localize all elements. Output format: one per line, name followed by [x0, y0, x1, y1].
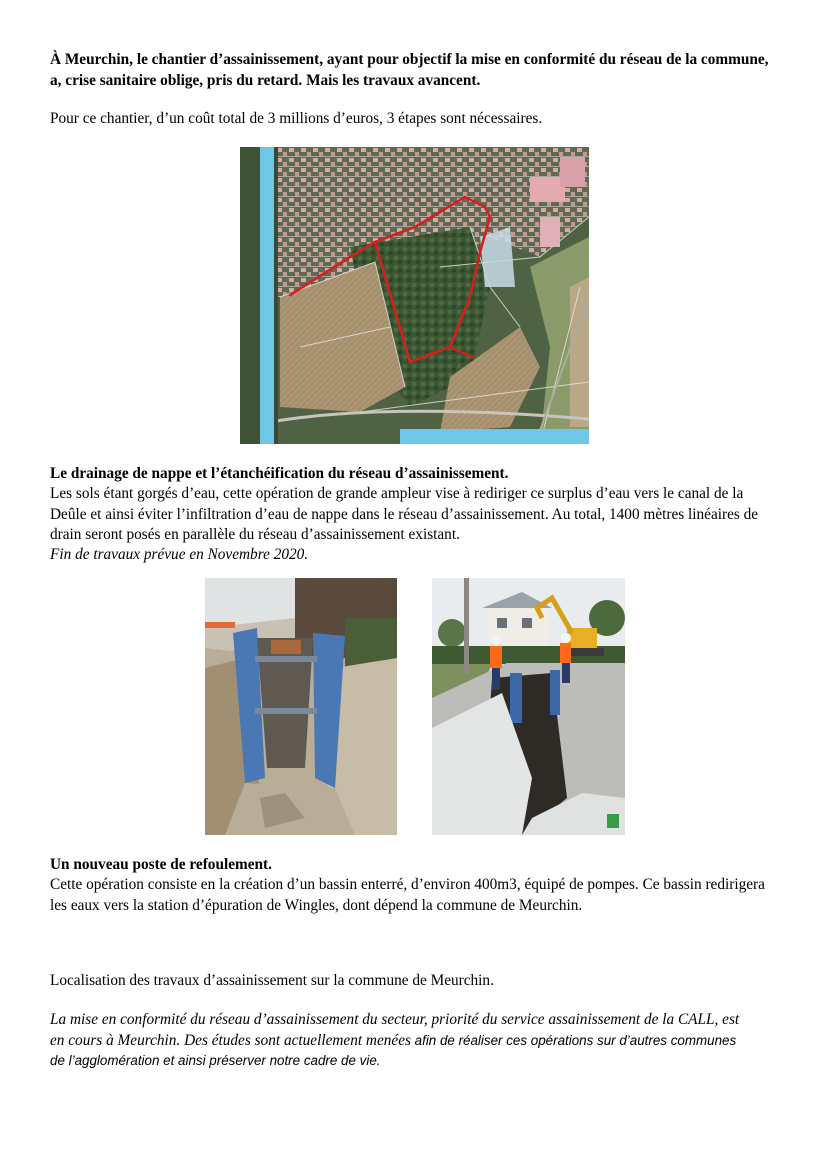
intro-headline: À Meurchin, le chantier d’assainissement, ayant pour objectif la mise en conformité du réseau de la commune, a, crise sanitaire oblige, pris du retard. Mais les travaux avancent.: [50, 51, 769, 89]
workers-excavator-photo: [432, 578, 625, 835]
intro-cost: Pour ce chantier, d’un coût total de 3 millions d’euros, 3 étapes sont nécessaires.: [50, 110, 543, 127]
section1-body: Les sols étant gorgés d’eau, cette opération de grande ampleur vise à rediriger ce surplus d’eau vers le canal de la Deûle et ainsi éviter l’infiltration d’eau de nappe dans le réseau d’assainissement. Au total, 1400 mètres linéaires de drain seront posés en parallèle du réseau d’assainissement existant.: [50, 485, 759, 543]
section1-note: Fin de travaux prévue en Novembre 2020.: [50, 546, 309, 563]
section1-title: Le drainage de nappe et l’étanchéification du réseau d’assainissement.: [50, 465, 509, 482]
closing-paragraph: [50, 1010, 750, 1072]
section2-title: Un nouveau poste de refoulement.: [50, 856, 272, 873]
section2-body: Cette opération consiste en la création d’un bassin enterré, d’environ 400m3, équipé de pompes. Ce bassin redirigera les eaux vers la station d’épuration de Wingles, dont dépend la commune de Meurchin.: [50, 876, 765, 914]
closing-part2: afin de réaliser ces opérations sur d’autres communes de l’agglomération et ainsi préserver notre cadre de vie.: [50, 1032, 737, 1068]
closing-part1: La mise en conformité du réseau d’assainissement du secteur, priorité du service assainissement de la CALL, est en cours à Meurchin. Des études sont actuellement menées: [50, 1011, 740, 1049]
aerial-map-icon: [240, 147, 589, 444]
trench-shoring-photo: [205, 578, 397, 835]
map-caption: Localisation des travaux d’assainissement sur la commune de Meurchin.: [50, 972, 494, 989]
